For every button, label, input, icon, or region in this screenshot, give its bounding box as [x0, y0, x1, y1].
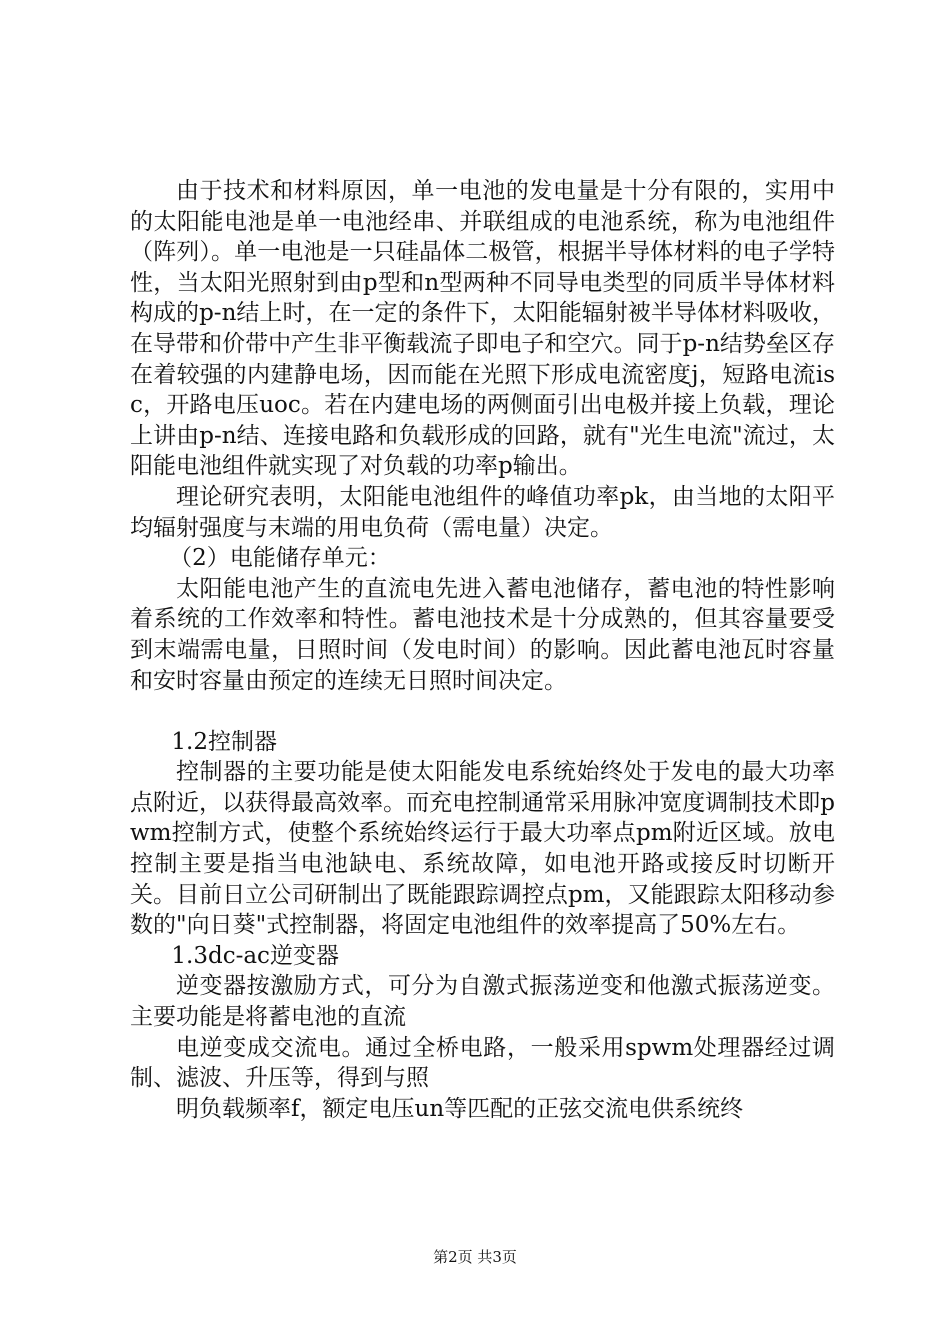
- paragraph-peak-power: 理论研究表明，太阳能电池组件的峰值功率pk，由当地的太阳平均辐射强度与末端的用电负荷（需电量）决定。: [130, 483, 835, 541]
- paragraph-solar-cell: 由于技术和材料原因，单一电池的发电量是十分有限的，实用中的太阳能电池是单一电池经串、并联组成的电池系统，称为电池组件（阵列）。单一电池是一只硅晶体二极管，根据半导体材料的电子学特性，当太阳光照射到由p型和n型两种不同导电类型的同质半导体材料构成的p-n结上时，在一定的条件下，太阳能辐射被半导体材料吸收，在导带和价带中产生非平衡载流子即电子和空穴。同于p-n结势垒区存在着较强的内建静电场，因而能在光照下形成电流密度j，短路电流isc，开路电压uoc。若在内建电场的两侧面引出电极并接上负载，理论上讲由p-n结、连接电路和负载形成的回路，就有"光生电流"流过，太阳能电池组件就实现了对负载的功率p输出。: [130, 178, 835, 480]
- blank-line: [130, 696, 835, 727]
- paragraph-controller: 控制器的主要功能是使太阳能发电系统始终处于发电的最大功率点附近，以获得最高效率。而充电控制通常采用脉冲宽度调制技术即pwm控制方式，使整个系统始终运行于最大功率点pm附近区域。放电控制主要是指当电池缺电、系统故障，如电池开路或接反时切断开关。目前日立公司研制出了既能跟踪调控点pm，又能跟踪太阳移动参数的"向日葵"式控制器，将固定电池组件的效率提高了50%左右。: [130, 759, 835, 939]
- paragraph-inverter-3: 明负载频率f，额定电压un等匹配的正弦交流电供系统终: [176, 1095, 744, 1122]
- section-heading-storage: （2）电能储存单元：: [169, 545, 391, 572]
- paragraph-battery: 太阳能电池产生的直流电先进入蓄电池储存，蓄电池的特性影响着系统的工作效率和特性。蓄电池技术是十分成熟的，但其容量要受到末端需电量，日照时间（发电时间）的影响。因此蓄电池瓦时容量和安时容量由预定的连续无日照时间决定。: [130, 575, 835, 694]
- paragraph-inverter-1: 逆变器按激励方式，可分为自激式振荡逆变和他激式振荡逆变。主要功能是将蓄电池的直流: [130, 973, 835, 1031]
- paragraph-inverter-2: 电逆变成交流电。通过全桥电路，一般采用spwm处理器经过调制、滤波、升压等，得到与照: [130, 1034, 835, 1092]
- section-heading-inverter: 1.3dc-ac逆变器: [171, 942, 339, 969]
- body-text: [130, 176, 835, 1124]
- section-heading-controller: 1.2控制器: [171, 728, 277, 755]
- page-number-footer: 第2页 共3页: [433, 1248, 517, 1266]
